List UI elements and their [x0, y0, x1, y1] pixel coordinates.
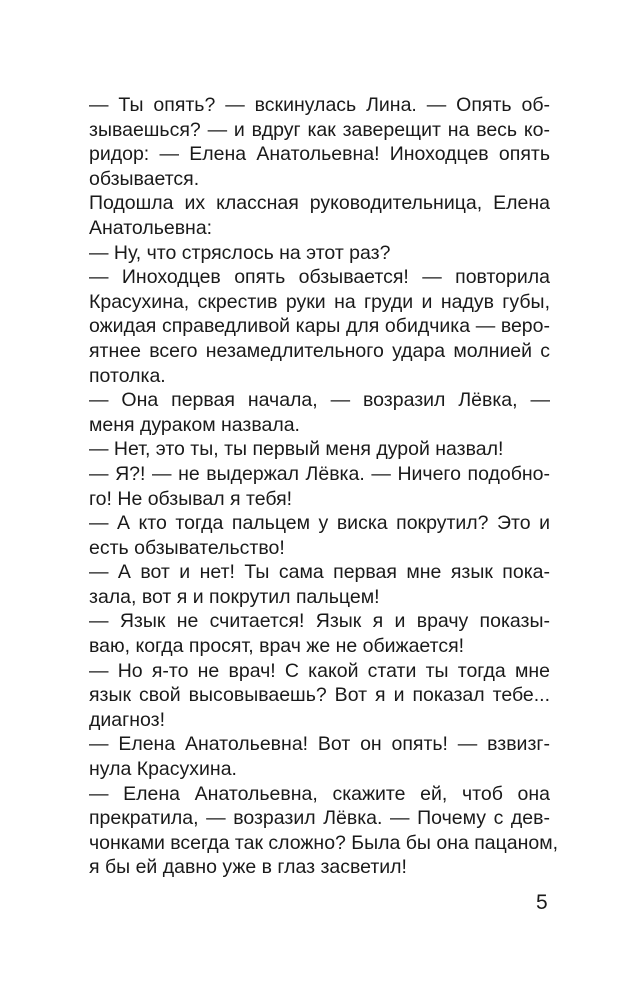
text-line: — Ну, что стряслось на этот раз? [89, 241, 391, 264]
text-line: меня дураком назвала. [89, 413, 300, 436]
text-line: Анатольевна: [89, 216, 213, 239]
text-line: ятнее всего незамедлительного удара молнией с [89, 339, 550, 362]
text-line: ваю, когда просят, врач же не обижается! [89, 635, 465, 658]
text-line: — Елена Анатольевна, скажите ей, чтоб она [89, 782, 550, 805]
text-line: диагноз! [89, 708, 165, 731]
text-line: чонками всегда так сложно? Была бы она пацаном, [89, 831, 559, 854]
text-line: — А кто тогда пальцем у виска покрутил? Это и [89, 512, 550, 535]
text-line: — Нет, это ты, ты первый меня дурой назвал! [89, 438, 504, 461]
text-line: ожидая справедливой кары для обидчика — веро- [89, 315, 550, 338]
text-line: — Ты опять? — вскинулась Лина. — Опять об- [89, 94, 550, 116]
text-line: нула Красухина. [89, 758, 237, 781]
text-line: го! Не обзывал я тебя! [89, 487, 293, 510]
text-line: язык свой высовываешь? Вот я и показал тебе... [89, 684, 550, 707]
text-line: обзывается. [89, 167, 200, 190]
text-line: — Но я-то не врач! С какой стати ты тогда мне [89, 659, 550, 682]
text-line: — Я?! — не выдержал Лёвка. — Ничего подобно- [89, 462, 550, 485]
text-line: зала, вот я и покрутил пальцем! [89, 585, 380, 608]
text-line: Подошла их классная руководительница, Елена [89, 192, 550, 215]
text-line: — Иноходцев опять обзывается! — повторила [89, 266, 550, 289]
text-line: — А вот и нет! Ты сама первая мне язык пока- [89, 561, 550, 584]
text-line: — Она первая начала, — возразил Лёвка, — [89, 389, 550, 412]
text-line: я бы ей давно уже в глаз засветил! [89, 856, 407, 879]
text-line: ридор: — Елена Анатольевна! Иноходцев опять [89, 143, 550, 166]
text-line: зываешься? — и вдруг как заверещит на весь ко- [89, 118, 550, 141]
text-line: прекратила, — возразил Лёвка. — Почему с дев- [89, 807, 550, 830]
text-line: — Елена Анатольевна! Вот он опять! — взвизг- [89, 733, 550, 756]
body-text [89, 93, 559, 880]
text-line: Красухина, скрестив руки на груди и надув губы, [89, 290, 550, 313]
text-line: потолка. [89, 364, 166, 387]
text-line: — Язык не считается! Язык я и врачу показы- [89, 610, 550, 633]
page-number: 5 [536, 891, 548, 914]
text-line: есть обзывательство! [89, 536, 285, 559]
